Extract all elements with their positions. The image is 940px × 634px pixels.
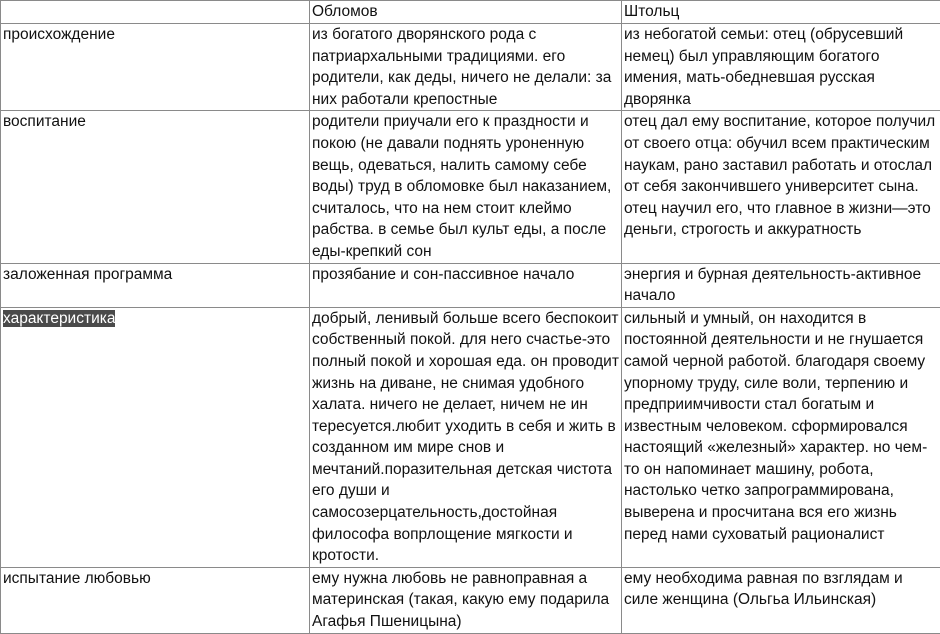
oblomov-cell: родители приучали его к праздности и покою (не давали поднять уроненную вещь, одеваться, налить самому себе воды) труд в обломовке был наказанием, считалось, что на нем стоит клеймо рабства. в семье был культ еды, а после еды-крепкий сон — [310, 111, 622, 263]
row-label: происхождение — [3, 26, 115, 43]
stolz-cell: энергия и бурная деятельность-активное начало — [622, 263, 940, 307]
stolz-cell: ему необходима равная по взглядам и силе женщина (Ольгьа Ильинская) — [622, 567, 940, 633]
header-row — [1, 1, 940, 24]
table-row-upbringing — [1, 111, 940, 263]
stolz-cell: отец дал ему воспитание, которое получил от своего отца: обучил всем практическим наукам, рано заставил работать и отослал от себя закончившего университет сына. отец научил его, что главное в жизни—это деньги, строгость и аккуратность — [622, 111, 940, 263]
row-label-cell — [1, 24, 310, 111]
row-label-cell — [1, 567, 310, 633]
oblomov-cell: из богатого дворянского рода с патриархальными традициями. его родители, как деды, ничего не делали: за них работали крепостные — [310, 24, 622, 111]
row-label: заложенная программа — [3, 266, 172, 283]
header-cell-empty — [1, 1, 310, 24]
table-row-characteristic — [1, 307, 940, 567]
oblomov-cell: ему нужна любовь не равноправная а материнская (такая, какую ему подарила Агафья Пшеницына) — [310, 567, 622, 633]
oblomov-cell: добрый, ленивый больше всего беспокоит собственный покой. для него счастье-это полный покой и хорошая еда. он проводит жизнь на диване, не снимая удобного халата. ничего не делает, ничем не ин тересуется.любит уходить в себя и жить в созданном им мире снов и мечтаний.поразительная детская чистота его души и самосозерцательность,достойная философа вопрлощение мягкости и кротости. — [310, 307, 622, 567]
row-label-cell — [1, 307, 310, 567]
table-row-program — [1, 263, 940, 307]
table-row-origin — [1, 24, 940, 111]
stolz-cell: сильный и умный, он находится в постоянной деятельности и не гнушается самой черной работой. благодаря своему упорному труду, силе воли, терпению и предприимчивости стал богатым и известным человеком. сформировался настоящий «железный» характер. но чем- то он напоминает машину, робота, настолько четко запрограммирована, выверена и просчитана вся его жизнь перед нами суховатый рационалист — [622, 307, 940, 567]
header-cell-oblomov: Обломов — [310, 1, 622, 24]
oblomov-cell: прозябание и сон-пассивное начало — [310, 263, 622, 307]
row-label-cell — [1, 263, 310, 307]
table-row-love — [1, 567, 940, 633]
row-label: испытание любовью — [3, 570, 151, 587]
row-label-selected: характеристика — [3, 310, 115, 327]
header-cell-stolz: Штольц — [622, 1, 940, 24]
stolz-cell: из небогатой семьи: отец (обрусевший немец) был управляющим богатого имения, мать-обедневшая русская дворянка — [622, 24, 940, 111]
row-label: воспитание — [3, 113, 86, 130]
row-label-cell — [1, 111, 310, 263]
